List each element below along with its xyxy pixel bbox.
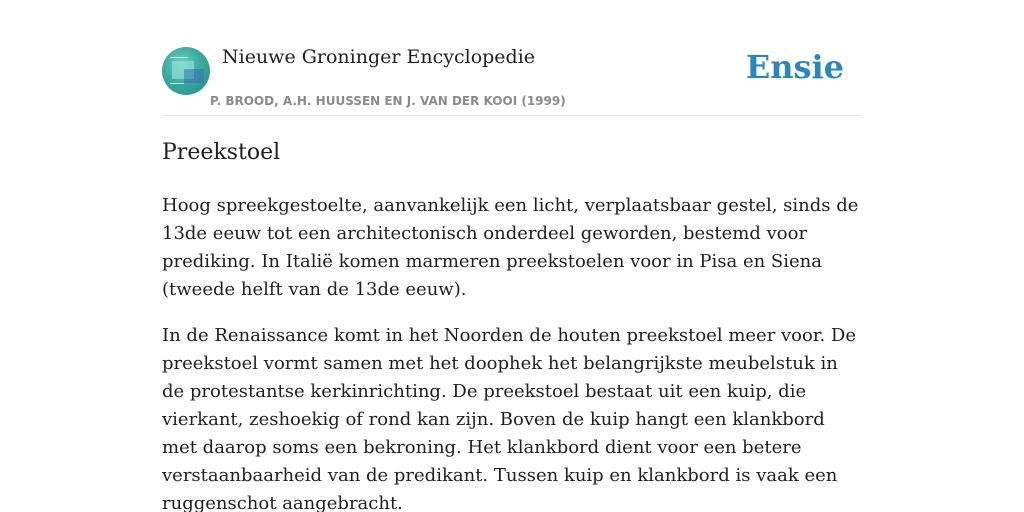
- article-title: Preekstoel: [162, 140, 281, 165]
- book-authors: P. BROOD, A.H. HUUSSEN EN J. VAN DER KOOI (1999): [210, 94, 566, 108]
- cover-graphic-accent: [184, 69, 204, 83]
- article-paragraph: Hoog spreekgestoelte, aanvankelijk een licht, verplaatsbaar gestel, sinds de 13de eeuw tot een architectonisch onderdeel geworden, bestemd voor prediking. In Italië komen marmeren preekstoelen voor in Pisa en Siena (tweede helft van de 13de eeuw).: [162, 195, 859, 300]
- article-body: [162, 192, 862, 512]
- cover-line: [170, 83, 184, 84]
- source-header: [162, 40, 862, 116]
- book-cover-icon[interactable]: [162, 47, 210, 95]
- article-paragraph: In de Renaissance komt in het Noorden de houten preekstoel meer voor. De preekstoel vormt samen met het doophek het belangrijkste meubelstuk in de protestantse kerkinrichting. De preekstoel bestaat uit een kuip, die vierkant, zeshoekig of rond kan zijn. Boven de kuip hangt een klankbord met daarop soms een bekroning. Het klankbord dient voor een betere verstaanbaarheid van de predikant. Tussen kuip en klankbord is vaak een ruggenschot aangebracht.: [162, 325, 857, 512]
- cover-line: [170, 57, 188, 58]
- book-title[interactable]: Nieuwe Groninger Encyclopedie: [222, 46, 536, 68]
- ensie-logo[interactable]: Ensie: [745, 48, 844, 86]
